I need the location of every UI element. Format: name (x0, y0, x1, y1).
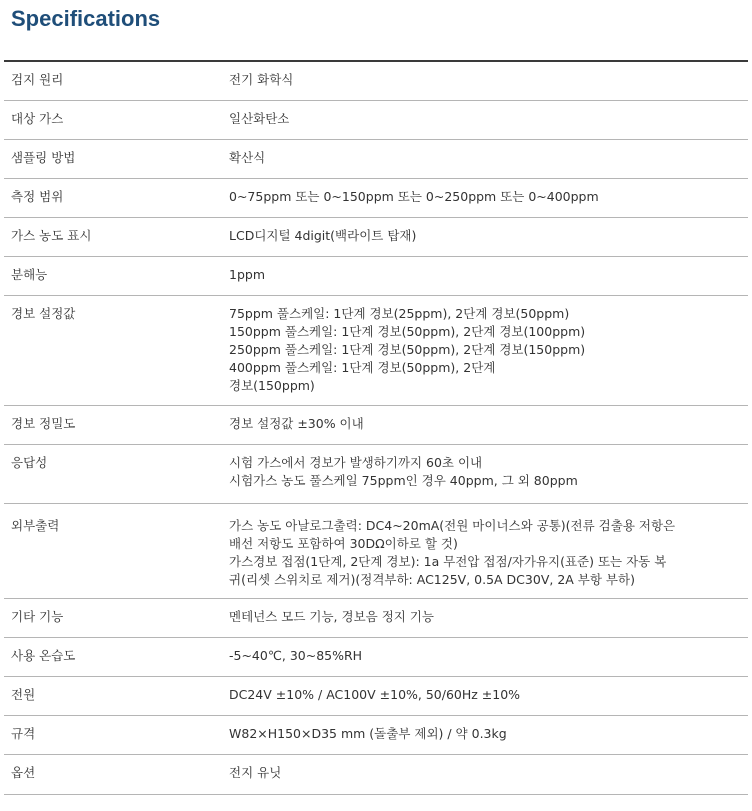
spec-label: 경보 설정값 (11, 306, 76, 321)
spec-value (229, 101, 748, 139)
spec-value-line: 경보(150ppm) (229, 378, 315, 393)
spec-label: 샘플링 방법 (11, 150, 76, 165)
spec-label: 전원 (11, 687, 36, 702)
spec-value-line: 75ppm 풀스케일: 1단계 경보(25ppm), 2단계 경보(50ppm) (229, 306, 570, 321)
spec-value-line: DC24V ±10% / AC100V ±10%, 50/60Hz ±10% (229, 687, 521, 702)
spec-label: 가스 농도 표시 (11, 228, 92, 243)
spec-value (229, 406, 748, 444)
spec-label: 규격 (11, 726, 36, 741)
spec-value-line: 400ppm 풀스케일: 1단계 경보(50ppm), 2단계 (229, 360, 496, 375)
spec-row (4, 296, 748, 406)
spec-row (4, 140, 748, 179)
spec-value-line: W82×H150×D35 mm (돌출부 제외) / 약 0.3kg (229, 726, 507, 741)
spec-value-line: 귀(리셋 스위치로 제거)(정격부하: AC125V, 0.5A DC30V, 2A 부항 부하) (229, 572, 635, 587)
spec-value (229, 218, 748, 256)
spec-row (4, 179, 748, 218)
spec-value (229, 62, 748, 100)
spec-label: 옵션 (11, 765, 36, 780)
spec-value-line: 경보 설정값 ±30% 이내 (229, 416, 364, 431)
spec-value-line: 가스 농도 아날로그출력: DC4~20mA(전원 마이너스와 공통)(전류 검출용 저항은 (229, 518, 676, 533)
spec-value (229, 716, 748, 754)
spec-value (229, 445, 748, 503)
spec-row (4, 755, 748, 795)
spec-row (4, 716, 748, 755)
spec-value (229, 179, 748, 217)
spec-row (4, 445, 748, 504)
spec-row (4, 62, 748, 101)
spec-value-line: 150ppm 풀스케일: 1단계 경보(50ppm), 2단계 경보(100ppm) (229, 324, 586, 339)
spec-value-line: LCD디지털 4digit(백라이트 탑재) (229, 228, 417, 243)
spec-value-line: 확산식 (229, 150, 266, 165)
spec-value (229, 140, 748, 178)
spec-label: 측정 범위 (11, 189, 64, 204)
spec-value-line: -5~40℃, 30~85%RH (229, 648, 363, 663)
spec-value-line: 1ppm (229, 267, 265, 282)
spec-value-line: 일산화탄소 (229, 111, 290, 126)
spec-row (4, 406, 748, 445)
spec-row (4, 504, 748, 599)
spec-value-line: 전지 유닛 (229, 765, 282, 780)
spec-row (4, 677, 748, 716)
spec-row (4, 101, 748, 140)
spec-row (4, 218, 748, 257)
spec-label: 경보 정밀도 (11, 416, 76, 431)
spec-row (4, 599, 748, 638)
spec-value-line: 전기 화학식 (229, 72, 294, 87)
spec-label: 사용 온습도 (11, 648, 76, 663)
spec-row (4, 257, 748, 296)
spec-value (229, 755, 748, 794)
spec-label: 대상 가스 (11, 111, 64, 126)
spec-table (4, 60, 748, 795)
spec-value (229, 257, 748, 295)
spec-value-line: 배선 저항도 포함하여 30DΩ이하로 할 것) (229, 536, 458, 551)
spec-row (4, 638, 748, 677)
spec-label: 기타 기능 (11, 609, 64, 624)
spec-value (229, 599, 748, 637)
spec-value (229, 296, 748, 405)
spec-value (229, 504, 748, 598)
page-title: Specifications (11, 6, 161, 31)
spec-value-line: 시험가스 농도 풀스케일 75ppm인 경우 40ppm, 그 외 80ppm (229, 473, 578, 488)
spec-label: 검지 원리 (11, 72, 64, 87)
spec-value-line: 가스경보 접점(1단계, 2단계 경보): 1a 무전압 접점/자가유지(표준) 또는 자동 복 (229, 554, 667, 569)
spec-value-line: 멘테넌스 모드 기능, 경보음 정지 기능 (229, 609, 434, 624)
spec-value (229, 677, 748, 715)
spec-label: 외부출력 (11, 518, 60, 533)
spec-label: 응답성 (11, 455, 48, 470)
spec-value-line: 0~75ppm 또는 0~150ppm 또는 0~250ppm 또는 0~400ppm (229, 189, 599, 204)
spec-value-line: 시험 가스에서 경보가 발생하기까지 60초 이내 (229, 455, 483, 470)
spec-value (229, 638, 748, 676)
spec-value-line: 250ppm 풀스케일: 1단계 경보(50ppm), 2단계 경보(150ppm) (229, 342, 586, 357)
spec-label: 분해능 (11, 267, 48, 282)
